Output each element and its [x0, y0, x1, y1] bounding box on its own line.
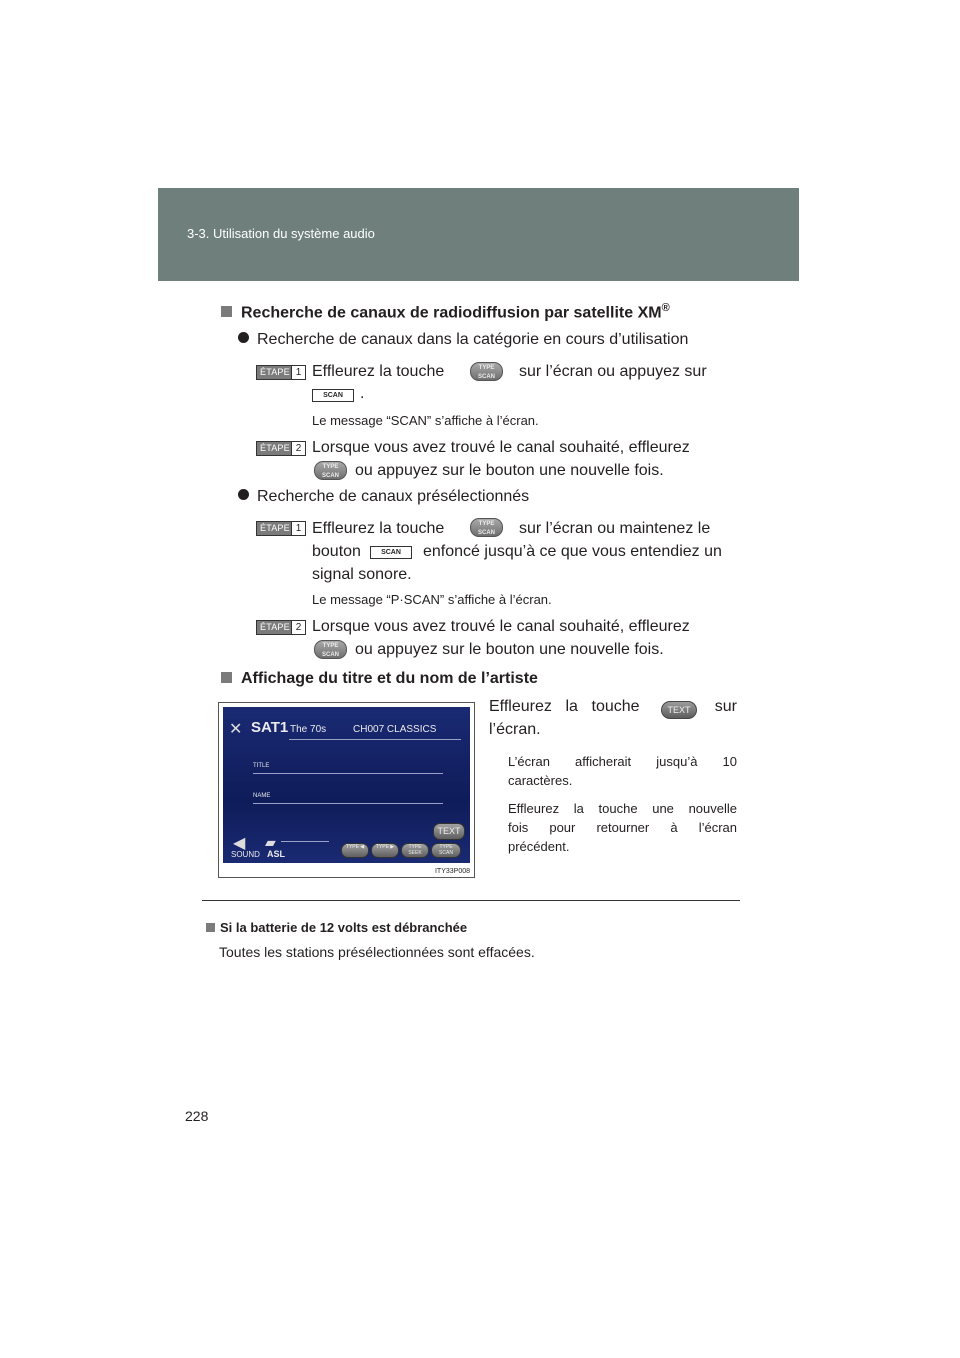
type-scan-button[interactable]: TYPE SCAN: [470, 518, 503, 537]
band-label: SAT1: [251, 719, 289, 736]
round-bullet-icon: [238, 332, 249, 343]
text-button[interactable]: TEXT: [661, 701, 697, 719]
step-badge: ÉTAPE 2: [256, 441, 306, 456]
name-label: NAME: [253, 793, 271, 799]
footer-note-text: Toutes les stations présélectionnées sont effacées.: [219, 944, 535, 960]
square-bullet-icon: [221, 306, 232, 317]
note-line: caractères.: [508, 773, 573, 788]
step-text: signal sonore.: [312, 566, 412, 583]
type-scan-button[interactable]: TYPE SCAN: [431, 843, 461, 858]
type-scan-button[interactable]: TYPE SCAN: [314, 461, 347, 480]
asl-label: ASL: [267, 849, 285, 859]
channel-label: CH007 CLASSICS: [353, 724, 437, 735]
step-badge: ÉTAPE 1: [256, 521, 306, 536]
note-line: Effleurez la touche une nouvelle: [508, 801, 737, 816]
step-text: .: [360, 385, 365, 402]
step-note: Le message “SCAN” s’affiche à l’écran.: [312, 413, 539, 428]
step-text: Lorsque vous avez trouvé le canal souhaité, effleurez: [312, 439, 690, 456]
satellite-icon: ✕: [229, 721, 243, 738]
audio-screen: [223, 707, 470, 863]
scan-button[interactable]: SCAN: [312, 389, 354, 402]
step-text: enfoncé jusqu’à ce que vous entendiez un: [423, 543, 722, 560]
note-line: précédent.: [508, 839, 570, 854]
step-text: bouton: [312, 543, 361, 560]
step-text: sur l’écran ou appuyez sur: [519, 363, 707, 380]
section-header: [158, 188, 799, 281]
step-badge: ÉTAPE 2: [256, 620, 306, 635]
divider: [289, 739, 461, 740]
asl-icon: ▰: [265, 834, 276, 850]
section1-title: Recherche de canaux de radiodiffusion par satellite XM®: [221, 302, 670, 322]
text-instruction: Effleurez la touche sur: [489, 698, 737, 715]
note-line: L’écran afficherait jusqu’à 10: [508, 754, 737, 769]
step-text: ou appuyez sur le bouton une nouvelle fois.: [355, 462, 664, 479]
bullet-preset-scan: Recherche de canaux présélectionnés: [238, 488, 529, 506]
step-text: Lorsque vous avez trouvé le canal souhaité, effleurez: [312, 618, 690, 635]
type-scan-button[interactable]: TYPE SCAN: [314, 640, 347, 659]
square-bullet-icon: [206, 923, 215, 932]
screen-illustration: [218, 702, 475, 878]
divider-rule: [202, 900, 740, 901]
registered-mark: ®: [661, 302, 670, 314]
divider: [253, 773, 443, 774]
note-line: fois pour retourner à l’écran: [508, 820, 737, 835]
square-bullet-icon: [221, 672, 232, 683]
step-note: Le message “P·SCAN” s’affiche à l’écran.: [312, 592, 552, 607]
text-instruction: l’écran.: [489, 721, 541, 738]
step-badge: ÉTAPE 1: [256, 365, 306, 380]
type-seek-button[interactable]: TYPE SEEK: [401, 843, 429, 858]
divider: [281, 841, 329, 842]
scan-button[interactable]: SCAN: [370, 546, 412, 559]
bullet-category-scan: Recherche de canaux dans la catégorie en cours d’utilisation: [238, 331, 688, 349]
category-label: The 70s: [290, 724, 327, 735]
figure-caption: ITY33P008: [434, 868, 470, 875]
page-number: 228: [185, 1108, 209, 1124]
type-scan-button[interactable]: TYPE SCAN: [470, 362, 503, 381]
speaker-icon: ◀: [233, 835, 246, 852]
round-bullet-icon: [238, 489, 249, 500]
divider: [253, 803, 443, 804]
step-text: sur l’écran ou maintenez le: [519, 520, 711, 537]
type-prev-button[interactable]: TYPE ◀: [341, 843, 369, 858]
title-label: TITLE: [253, 763, 270, 769]
step-text: Effleurez la touche: [312, 520, 445, 537]
sound-label: SOUND: [231, 850, 260, 859]
footer-note-title: Si la batterie de 12 volts est débranchée: [206, 920, 467, 935]
step-text: Effleurez la touche: [312, 363, 445, 380]
step-text: ou appuyez sur le bouton une nouvelle fois.: [355, 641, 664, 658]
screen-text-button[interactable]: TEXT: [433, 823, 465, 840]
section-title: 3-3. Utilisation du système audio: [187, 226, 375, 241]
type-next-button[interactable]: TYPE ▶: [371, 843, 399, 858]
section2-title: Affichage du titre et du nom de l’artiste: [221, 670, 538, 688]
